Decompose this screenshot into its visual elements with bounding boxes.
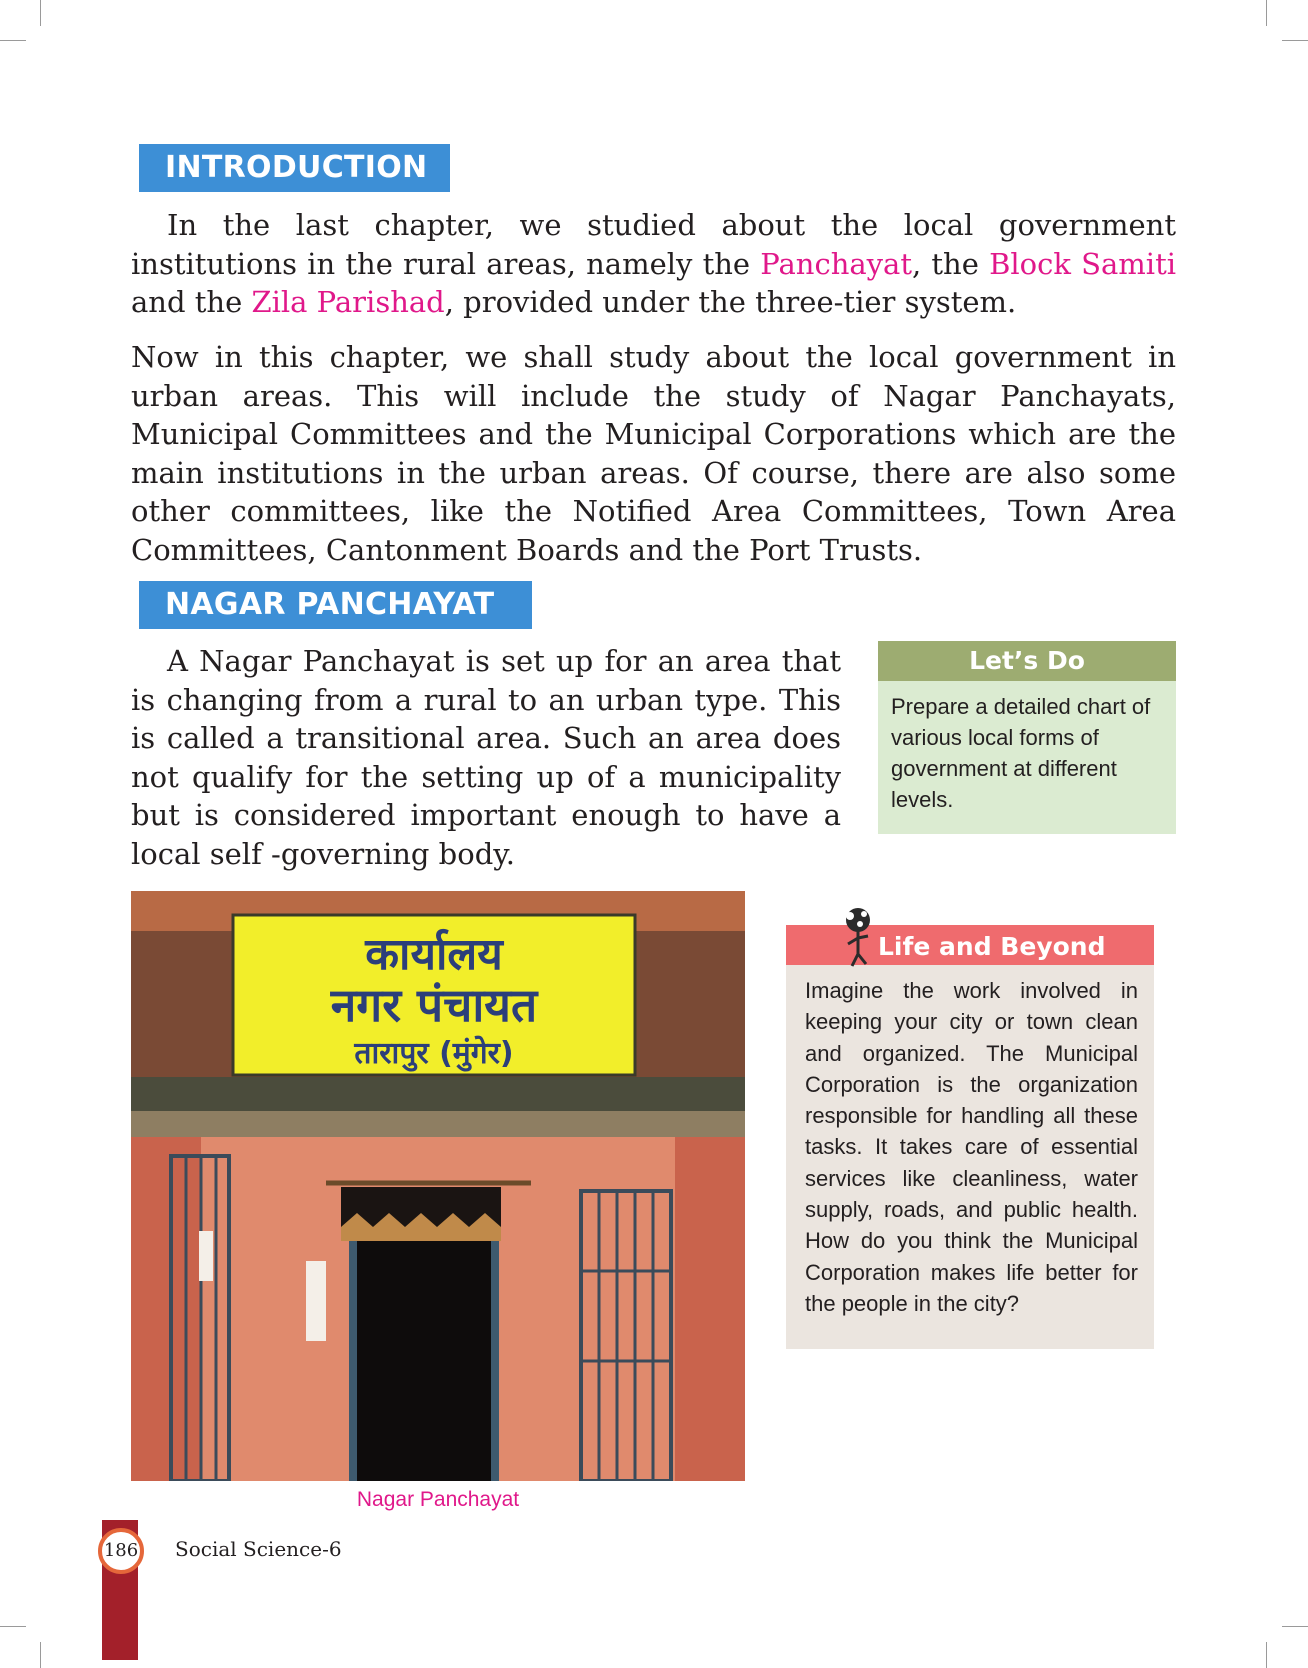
nagar-panchayat-paragraph: A Nagar Panchayat is set up for an area that is changing from a rural to an urban type. This is called a transitional area. Such an area does not qualify for the setting up of a municipality but is considered important enough to have a local self -governing body. (131, 644, 841, 871)
highlight-term-block-samiti: Block Samiti (989, 246, 1177, 281)
highlight-term-panchayat: Panchayat (760, 246, 912, 281)
crop-mark (1266, 1642, 1267, 1668)
life-and-beyond-body: Imagine the work involved in keeping your city or town clean and organized. The Municipal Corporation is the organization responsible for handling all these tasks. It takes care of essential services like cleanliness, water supply, roads, and public health. How do you think the Municipal Corporation makes life better for the people in the city? (805, 978, 1138, 1316)
nagar-panchayat-heading: NAGAR PANCHAYAT (139, 581, 532, 629)
para-text: In the last chapter, we studied about the local government institutions in the rural areas, namely the (131, 208, 1176, 281)
crop-mark (1282, 40, 1308, 41)
introduction-paragraph-2: Now in this chapter, we shall study about the local government in urban areas. This will include the study of Nagar Panchayats, Municipal Committees and the Municipal Corporations which are the main institutions in the urban areas. Of course, there are also some other committees, like the Notified Area Committees, Town Area Committees, Cantonment Boards and the Port Trusts. (131, 340, 1176, 567)
life-and-beyond-box (786, 925, 1154, 1349)
book-title: Social Science-6 (175, 1537, 342, 1561)
crop-mark (0, 1626, 26, 1627)
para-text: and the (131, 285, 252, 319)
tree-person-icon (838, 906, 878, 968)
sign-line-1: कार्यालय (365, 929, 503, 980)
crop-mark (0, 40, 26, 41)
introduction-paragraph-1 (131, 206, 1176, 322)
crop-mark (40, 1642, 41, 1668)
page-number: 186 (98, 1528, 144, 1574)
sign-line-3: तारापुर (मुंगेर) (354, 1036, 514, 1071)
introduction-heading: INTRODUCTION (139, 144, 450, 192)
lets-do-box (878, 641, 1176, 834)
office-building-illustration (131, 891, 745, 1481)
crop-mark (1282, 1626, 1308, 1627)
photo-caption: Nagar Panchayat (356, 1488, 520, 1511)
highlight-term-zila-parishad: Zila Parishad (251, 285, 445, 319)
life-and-beyond-title: Life and Beyond (786, 925, 1154, 965)
para-text: , the (912, 246, 990, 281)
sign-line-2: नगर पंचायत (330, 978, 538, 1032)
crop-mark (40, 0, 41, 26)
lets-do-body: Prepare a detailed chart of various local forms of government at different levels. (891, 694, 1151, 812)
para-text: , provided under the three-tier system. (444, 285, 1017, 319)
lets-do-title: Let’s Do (878, 641, 1176, 681)
nagar-panchayat-photo (131, 891, 745, 1481)
crop-mark (1266, 0, 1267, 26)
